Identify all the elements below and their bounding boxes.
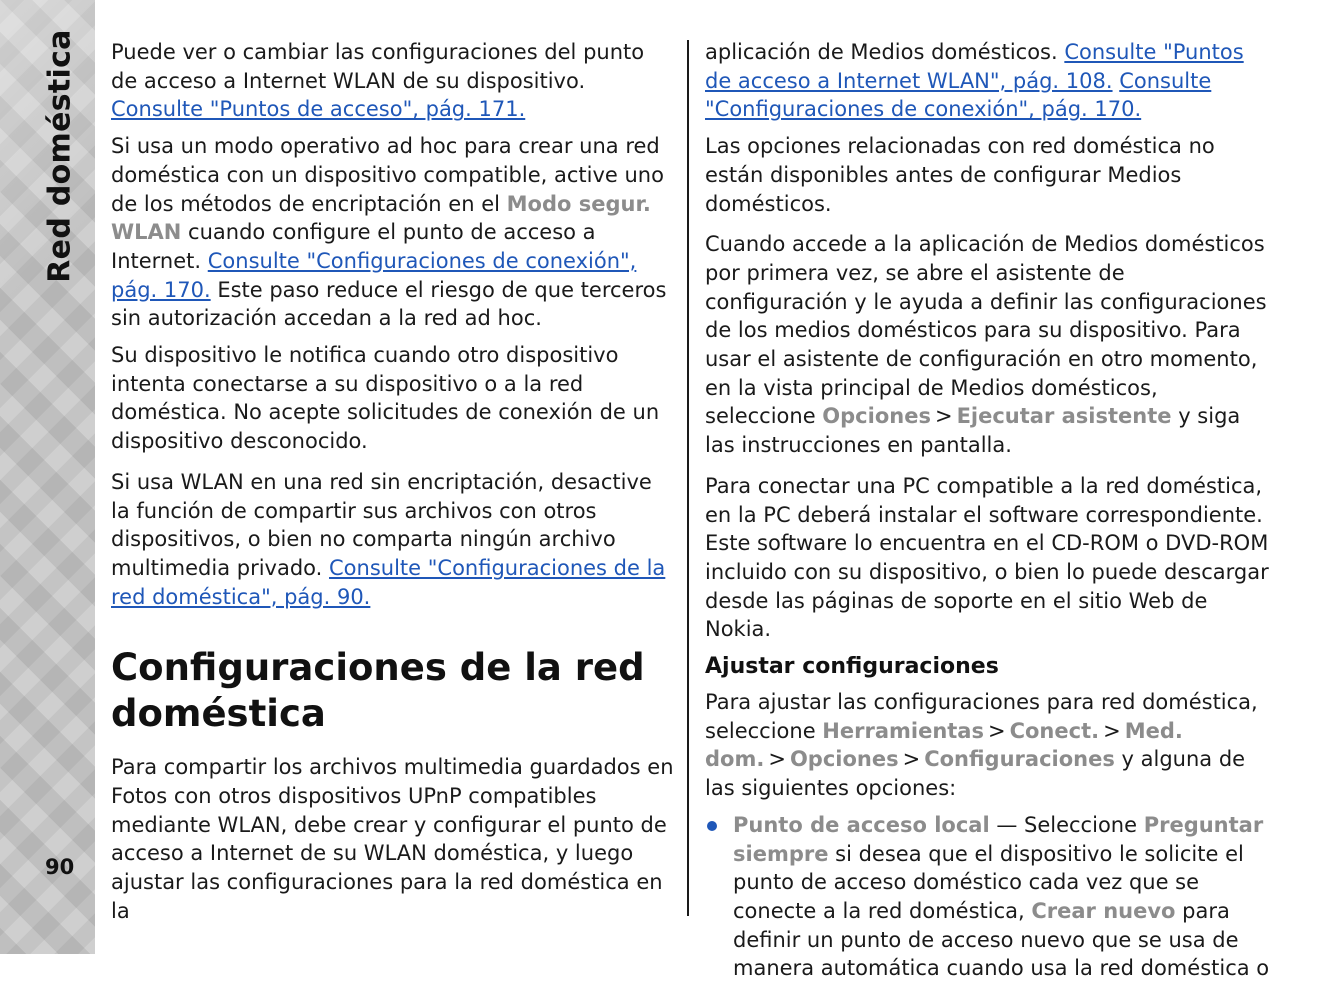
column-divider <box>687 40 689 916</box>
chapter-tab <box>40 29 80 283</box>
list-item <box>705 811 1271 983</box>
text: Si usa un modo operativo ad hoc para crear una red doméstica con un dispositivo compatible, active uno de los métodos de encriptación en el <box>111 134 664 216</box>
paragraph <box>111 468 676 612</box>
paragraph <box>705 472 1271 644</box>
paragraph <box>705 38 1271 124</box>
section-heading: Configuraciones de la red doméstica <box>111 646 645 736</box>
text: cuando configure el punto de acceso a Internet. <box>111 220 596 273</box>
paragraph <box>705 132 1271 218</box>
text: Para compartir los archivos multimedia guardados en Fotos con otros dispositivos UPnP compatibles mediante WLAN, debe crear y configurar el punto de acceso a Internet de su WLAN doméstica, y luego ajustar las configuraciones para la red doméstica en la <box>111 755 674 923</box>
text: Puede ver o cambiar las configuraciones del punto de acceso a Internet WLAN de su dispositivo. <box>111 40 645 93</box>
paragraph <box>111 341 676 456</box>
text: Las opciones relacionadas con red doméstica no están disponibles antes de configurar Medios domésticos. <box>705 134 1215 216</box>
menu-command: Configuraciones <box>924 747 1115 772</box>
menu-separator: > <box>768 747 786 772</box>
text: aplicación de Medios domésticos. <box>705 40 1065 64</box>
chapter-tab-label: Red doméstica <box>42 29 78 283</box>
menu-command: Preguntar siempre <box>733 812 1264 866</box>
menu-command: Conect. <box>1009 718 1100 743</box>
menu-separator: > <box>934 404 953 429</box>
menu-command: Herramientas <box>822 718 984 743</box>
cross-reference-link[interactable]: Consulte "Puntos de acceso", pág. 171. <box>111 97 526 122</box>
paragraph <box>111 132 676 333</box>
menu-command: Modo segur. WLAN <box>111 191 651 245</box>
cross-reference-link[interactable]: Consulte "Puntos de acceso a Internet WLAN", pág. 108. <box>705 40 1244 93</box>
subsection-heading: Ajustar configuraciones <box>705 654 999 680</box>
right-column <box>705 38 1271 983</box>
paragraph <box>111 38 676 124</box>
text: Su dispositivo le notifica cuando otro dispositivo intenta conectarse a su dispositivo o a la red doméstica. No acepte solicitudes de conexión de un dispositivo desconocido. <box>111 343 660 454</box>
text: y alguna de las siguientes opciones: <box>705 747 1246 801</box>
page-number: 90 <box>45 855 75 879</box>
text: si desea que el dispositivo le solicite el punto de acceso doméstico cada vez que se conecte a la red doméstica, <box>733 841 1244 923</box>
menu-command: Opciones <box>789 747 899 772</box>
paragraph <box>111 753 676 925</box>
menu-command: Ejecutar asistente <box>956 404 1172 429</box>
menu-separator: > <box>987 718 1006 743</box>
menu-separator: > <box>902 747 921 772</box>
text: y siga las instrucciones en pantalla. <box>705 404 1241 458</box>
text: Para conectar una PC compatible a la red doméstica, en la PC deberá instalar el software correspondiente. Este software lo encuentra en el CD-ROM o DVD-ROM incluido con su dispositivo, o bien lo puede descargar desde las páginas de soporte en el sitio Web de Nokia. <box>705 473 1269 642</box>
text: Cuando accede a la aplicación de Medios domésticos por primera vez, se abre el asistente de configuración y le ayuda a definir las configuraciones de los medios domésticos para su dispositivo. Para usar el asistente de configuración en otro momento, en la vista principal de Medios domésticos, seleccione <box>705 232 1267 429</box>
menu-command: Crear nuevo <box>1031 898 1176 923</box>
text: para definir un punto de acceso nuevo que se usa de manera automática cuando usa la red doméstica o <box>733 898 1270 981</box>
cross-reference-link[interactable]: Consulte "Configuraciones de conexión", pág. 170. <box>111 248 637 302</box>
text: Este paso reduce el riesgo de que terceros sin autorización accedan a la red ad hoc. <box>111 277 667 331</box>
bullet-icon <box>707 821 717 831</box>
menu-command: Opciones <box>822 404 931 429</box>
menu-separator: > <box>1103 718 1121 743</box>
paragraph <box>705 230 1271 460</box>
text: Si usa WLAN en una red sin encriptación, desactive la función de compartir sus archivos con otros dispositivos, o bien no comparta ningún archivo multimedia privado. <box>111 469 652 580</box>
cross-reference-link[interactable]: Consulte "Configuraciones de la red doméstica", pág. 90. <box>111 555 666 609</box>
cross-reference-link[interactable]: Consulte "Configuraciones de conexión", pág. 170. <box>705 68 1212 122</box>
menu-command: Punto de acceso local <box>733 812 990 837</box>
menu-command: Med. dom. <box>705 718 1183 772</box>
text: Para ajustar las configuraciones para red doméstica, seleccione <box>705 690 1258 743</box>
text: — Seleccione <box>989 812 1144 837</box>
left-column <box>111 38 676 934</box>
paragraph <box>705 688 1271 803</box>
